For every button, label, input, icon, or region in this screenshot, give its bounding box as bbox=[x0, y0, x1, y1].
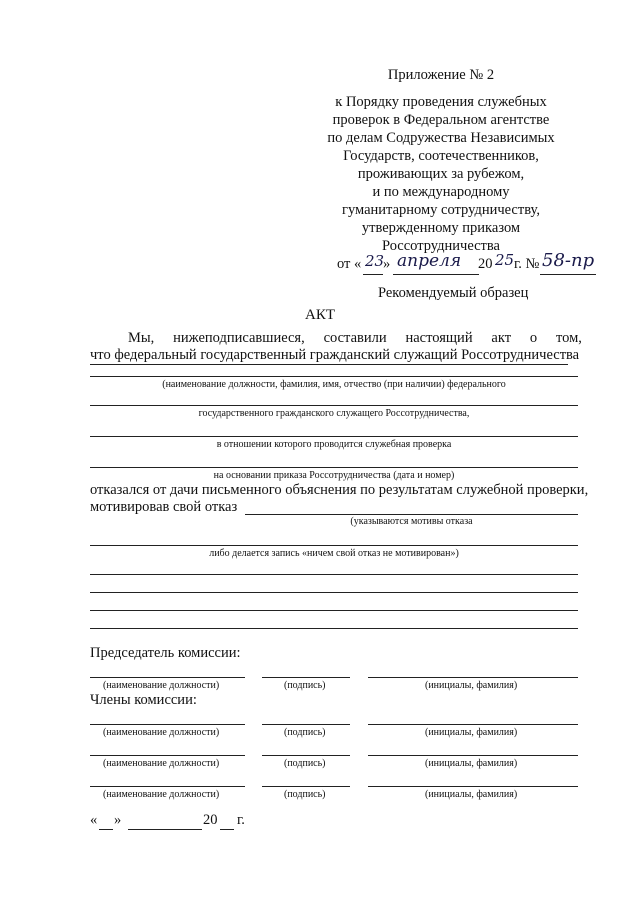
intro-line-2: что федеральный государственный гражданский служащий Россотрудничества bbox=[90, 347, 580, 363]
fill-line-5 bbox=[90, 545, 578, 546]
caption-motives: (указываются мотивы отказа bbox=[350, 516, 473, 527]
month-underline bbox=[393, 274, 479, 275]
intro-line-1 bbox=[128, 330, 582, 347]
fill-line-4 bbox=[90, 467, 578, 468]
footer-year-line bbox=[220, 829, 234, 830]
member-initials-line bbox=[368, 724, 578, 725]
chair-position-line bbox=[90, 677, 245, 678]
caption-initials: (инициалы, фамилия) bbox=[425, 680, 518, 691]
footer-close-quote: » bbox=[114, 812, 122, 828]
member-position-line bbox=[90, 786, 245, 787]
caption-position: (наименование должности) bbox=[103, 680, 220, 691]
members-label: Члены комиссии: bbox=[90, 692, 197, 708]
date-month-handwritten: апреля bbox=[397, 251, 462, 271]
member-signature-line bbox=[262, 786, 350, 787]
year-handwritten: 25 bbox=[495, 251, 515, 269]
intro-underline bbox=[90, 364, 568, 365]
footer-day-line bbox=[99, 829, 113, 830]
caption-signature: (подпись) bbox=[284, 758, 326, 769]
blank-line bbox=[90, 610, 578, 611]
caption-signature: (подпись) bbox=[284, 680, 326, 691]
intro-word: о bbox=[529, 330, 538, 346]
caption-initials: (инициалы, фамилия) bbox=[425, 789, 518, 800]
intro-word: том, bbox=[556, 330, 582, 346]
intro-word: составили bbox=[323, 330, 387, 346]
order-date-line bbox=[337, 250, 597, 278]
appendix-title: Приложение № 2 bbox=[387, 67, 495, 83]
caption-position-name: (наименование должности, фамилия, имя, отчество (при наличии) федерального bbox=[162, 379, 506, 390]
fill-line-3 bbox=[90, 436, 578, 437]
year-unit: г. № bbox=[514, 256, 540, 272]
date-prefix: от « bbox=[337, 256, 362, 272]
act-title: АКТ bbox=[305, 307, 335, 323]
footer-unit: г. bbox=[237, 812, 245, 828]
refusal-line-1: отказался от дачи письменного объяснения по результатам служебной проверки, bbox=[90, 482, 589, 498]
number-underline bbox=[540, 274, 596, 275]
chair-initials-line bbox=[368, 677, 578, 678]
recommended-sample: Рекомендуемый образец bbox=[378, 285, 529, 301]
motives-fill-line bbox=[245, 514, 578, 515]
caption-no-motive: либо делается запись «ничем свой отказ не мотивирован») bbox=[209, 548, 459, 559]
fill-line-2 bbox=[90, 405, 578, 406]
intro-word: акт bbox=[491, 330, 512, 346]
intro-word: нижеподписавшиеся, bbox=[173, 330, 305, 346]
member-signature-line bbox=[262, 724, 350, 725]
blank-line bbox=[90, 592, 578, 593]
caption-initials: (инициалы, фамилия) bbox=[425, 727, 518, 738]
caption-position: (наименование должности) bbox=[103, 727, 220, 738]
chair-label: Председатель комиссии: bbox=[90, 645, 241, 661]
header-line-3: по делам Содружества Независимых bbox=[327, 130, 555, 146]
header-line-6: и по международному bbox=[372, 184, 510, 200]
header-line-4: Государств, соотечественников, bbox=[343, 148, 539, 164]
header-line-5: проживающих за рубежом, bbox=[357, 166, 525, 182]
member-initials-line bbox=[368, 755, 578, 756]
footer-year: 20 bbox=[203, 812, 218, 828]
day-underline bbox=[363, 274, 383, 275]
caption-signature: (подпись) bbox=[284, 727, 326, 738]
footer-date bbox=[90, 812, 260, 832]
chair-signature-line bbox=[262, 677, 350, 678]
header-line-9: Россотрудничества bbox=[381, 238, 500, 254]
member-signature-line bbox=[262, 755, 350, 756]
caption-civil-servant: государственного гражданского служащего Россотрудничества, bbox=[198, 408, 470, 419]
caption-position: (наименование должности) bbox=[103, 758, 220, 769]
member-initials-line bbox=[368, 786, 578, 787]
footer-month-line bbox=[128, 829, 202, 830]
header-line-2: проверок в Федеральном агентстве bbox=[332, 112, 550, 128]
blank-line bbox=[90, 574, 578, 575]
date-day-handwritten: 23 bbox=[365, 252, 385, 270]
caption-position: (наименование должности) bbox=[103, 789, 220, 800]
refusal-line-2: мотивировав свой отказ bbox=[90, 499, 238, 515]
member-position-line bbox=[90, 724, 245, 725]
caption-inspection: в отношении которого проводится служебная проверка bbox=[216, 439, 452, 450]
caption-signature: (подпись) bbox=[284, 789, 326, 800]
order-number-handwritten: 58-пр bbox=[542, 250, 595, 271]
date-close-quote: » bbox=[383, 256, 391, 272]
footer-open-quote: « bbox=[90, 812, 98, 828]
header-line-1: к Порядку проведения служебных bbox=[335, 94, 547, 110]
header-line-7: гуманитарному сотрудничеству, bbox=[342, 202, 540, 218]
year-prefix: 20 bbox=[478, 256, 493, 272]
intro-word: Мы, bbox=[128, 330, 155, 346]
member-position-line bbox=[90, 755, 245, 756]
caption-initials: (инициалы, фамилия) bbox=[425, 758, 518, 769]
blank-line bbox=[90, 628, 578, 629]
fill-line-1 bbox=[90, 376, 578, 377]
header-line-8: утвержденному приказом bbox=[361, 220, 521, 236]
intro-word: настоящий bbox=[405, 330, 473, 346]
caption-order-basis: на основании приказа Россотрудничества (дата и номер) bbox=[213, 470, 455, 481]
